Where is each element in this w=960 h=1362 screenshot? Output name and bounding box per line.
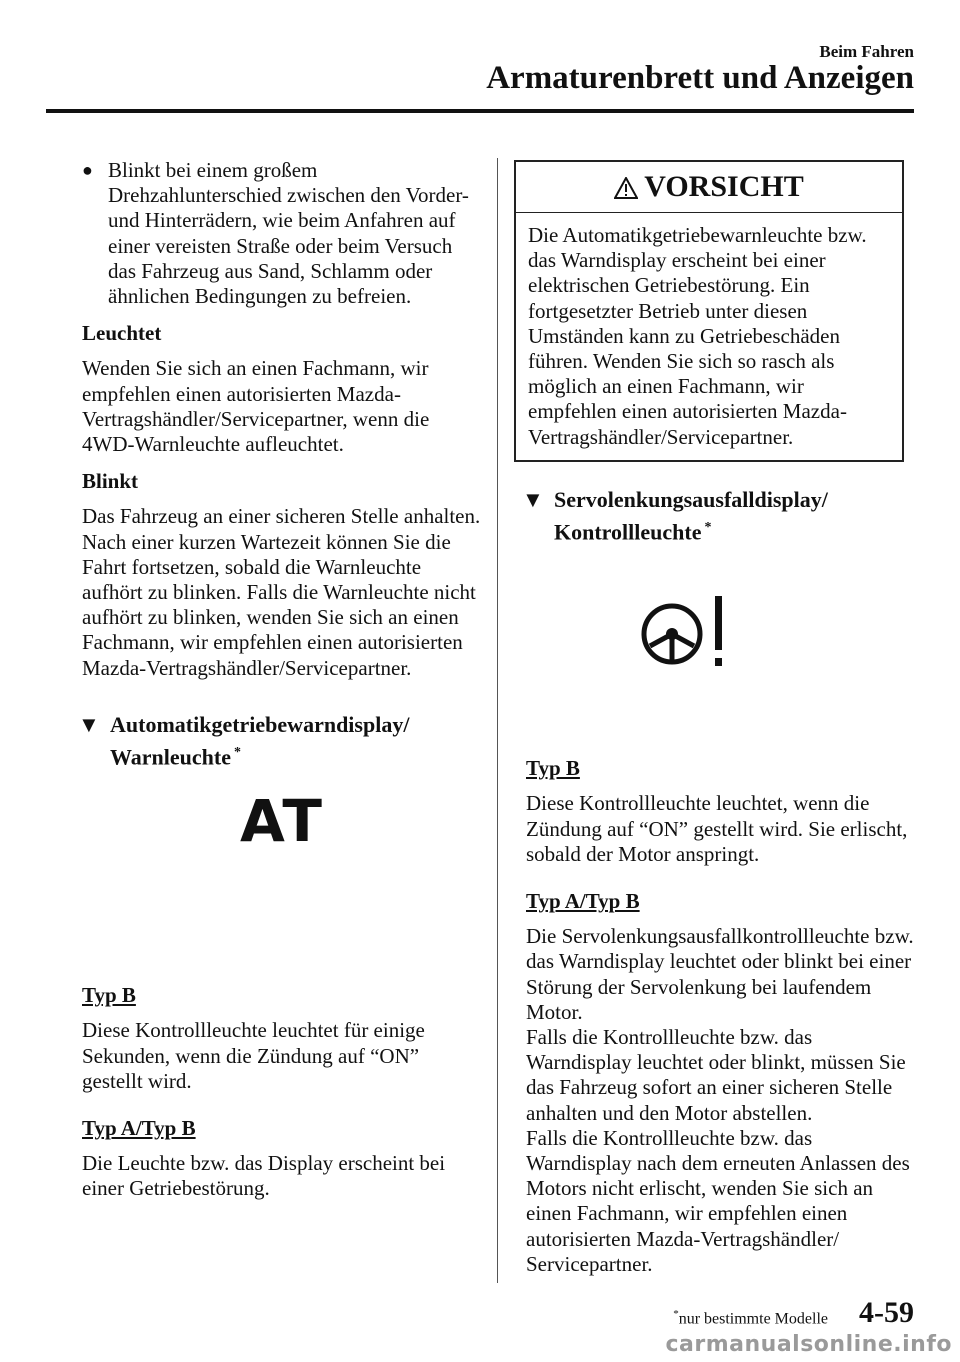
- para-typ-ab-3: Falls die Kontrollleuchte bzw. das Warndisplay nach dem erneuten Anlassen des Motors nicht erlischt, wenden Sie sich an einen Fachmann, wir empfehlen einen autorisierten Mazda-Vertragshändler/ Servicepartner.: [526, 1125, 910, 1276]
- subhead-typ-b: Typ B: [526, 756, 580, 781]
- subhead-typ-ab: Typ A/Typ B: [82, 1116, 196, 1140]
- caution-title: VORSICHT: [644, 170, 804, 203]
- triangle-down-icon: ▼: [78, 711, 100, 737]
- subhead-typ-ab: Typ A/Typ B: [526, 888, 640, 913]
- watermark: carmanualsonline.info: [665, 1332, 952, 1357]
- footnote-text: nur bestimmte Modelle: [678, 1310, 828, 1328]
- at-warning-symbol: [82, 771, 482, 971]
- page-number: 4-59: [859, 1296, 914, 1329]
- header-section: Beim Fahren: [819, 42, 914, 61]
- para-blink: Das Fahrzeug an einer sicheren Stelle anhalten. Nach einer kurzen Wartezeit können Sie die Fahrt fortsetzen, sobald die Warnleuchte aufhört zu blinken. Falls die Warnleuchte nicht aufhört zu blinken, wenden Sie sich an einen Fachmann, wir empfehlen einen autorisierten Mazda-Vertragshändler/Servicepartner.: [82, 504, 481, 680]
- footnote: [673, 1308, 828, 1328]
- triangle-down-icon: ▼: [522, 486, 544, 512]
- para-typ-ab-1: Die Servolenkungsausfallkontrollleuchte bzw. das Warndisplay leuchtet oder blinkt bei einer Störung der Servolenkung bei laufendem Motor.: [526, 924, 914, 1024]
- section-heading-at: [78, 711, 482, 771]
- section-title-at: Automatikgetriebewarndisplay/ Warnleuchte: [110, 711, 410, 770]
- asterisk-marker: *: [234, 744, 241, 760]
- bullet-item: [78, 158, 482, 309]
- subhead-typ-b: Typ B: [82, 983, 136, 1008]
- caution-text: Die Automatikgetriebewarnleuchte bzw. das Warndisplay erscheint bei einer elektrischen Getriebestörung. Ein fortgesetzter Betrieb unter diesen Umständen kann zu Getriebeschäden führen. Wenden Sie sich so rasch als möglich an einen Fachmann, wir empfehlen einen autorisierten Mazda-Vertragshändler/Servicepartner.: [528, 223, 867, 449]
- left-column: [78, 158, 482, 1212]
- asterisk-marker: *: [704, 519, 712, 535]
- caution-header: [516, 162, 902, 213]
- page-title: Armaturenbrett und Anzeigen: [486, 60, 914, 96]
- label-blink: Blinkt: [82, 469, 139, 494]
- para-typ-b: Diese Kontrollleuchte leuchtet, wenn die Zündung auf “ON” gestellt wird. Sie erlischt, sobald der Motor anspringt.: [526, 791, 908, 866]
- right-column: [522, 160, 916, 1277]
- caution-box: [514, 160, 904, 462]
- para-typ-ab: Die Leuchte bzw. das Display erscheint bei einer Getriebestörung.: [82, 1151, 446, 1201]
- header-rule: [46, 109, 914, 113]
- steering-wheel-warning-icon: [638, 596, 778, 686]
- warning-triangle-icon: [614, 177, 638, 199]
- at-icon: AT: [240, 787, 324, 856]
- column-divider: [497, 158, 498, 1283]
- section-heading-servo: [522, 486, 916, 546]
- para-typ-ab-2: Falls die Kontrollleuchte bzw. das Warndisplay leuchtet oder blinkt, müssen Sie das Fahrzeug sofort an einer sicheren Stelle anhalten und den Motor abstellen.: [526, 1024, 906, 1125]
- footnote-asterisk: *: [673, 1308, 679, 1320]
- steering-warning-symbol: [526, 546, 916, 744]
- label-lit: Leuchtet: [82, 321, 162, 346]
- para-typ-b: Diese Kontrollleuchte leuchtet für einige Sekunden, wenn die Zündung auf “ON” gestellt wird.: [82, 1018, 425, 1093]
- bullet-text: Blinkt bei einem großem Drehzahlunterschied zwischen den Vorder- und Hinterrädern, wie beim Anfahren auf einer vereisten Straße oder beim Versuch das Fahrzeug aus Sand, Schlamm oder ähnlichen Bedingungen zu befreien.: [108, 158, 469, 309]
- bullet-dot-icon: ●: [82, 160, 93, 180]
- para-lit: Wenden Sie sich an einen Fachmann, wir empfehlen einen autorisierten Mazda-Vertragshändler/Servicepartner, wenn die 4WD-Warnleuchte aufleuchtet.: [82, 356, 430, 457]
- section-title-servo: Servolenkungsausfalldisplay/ Kontrollleuchte: [554, 486, 828, 545]
